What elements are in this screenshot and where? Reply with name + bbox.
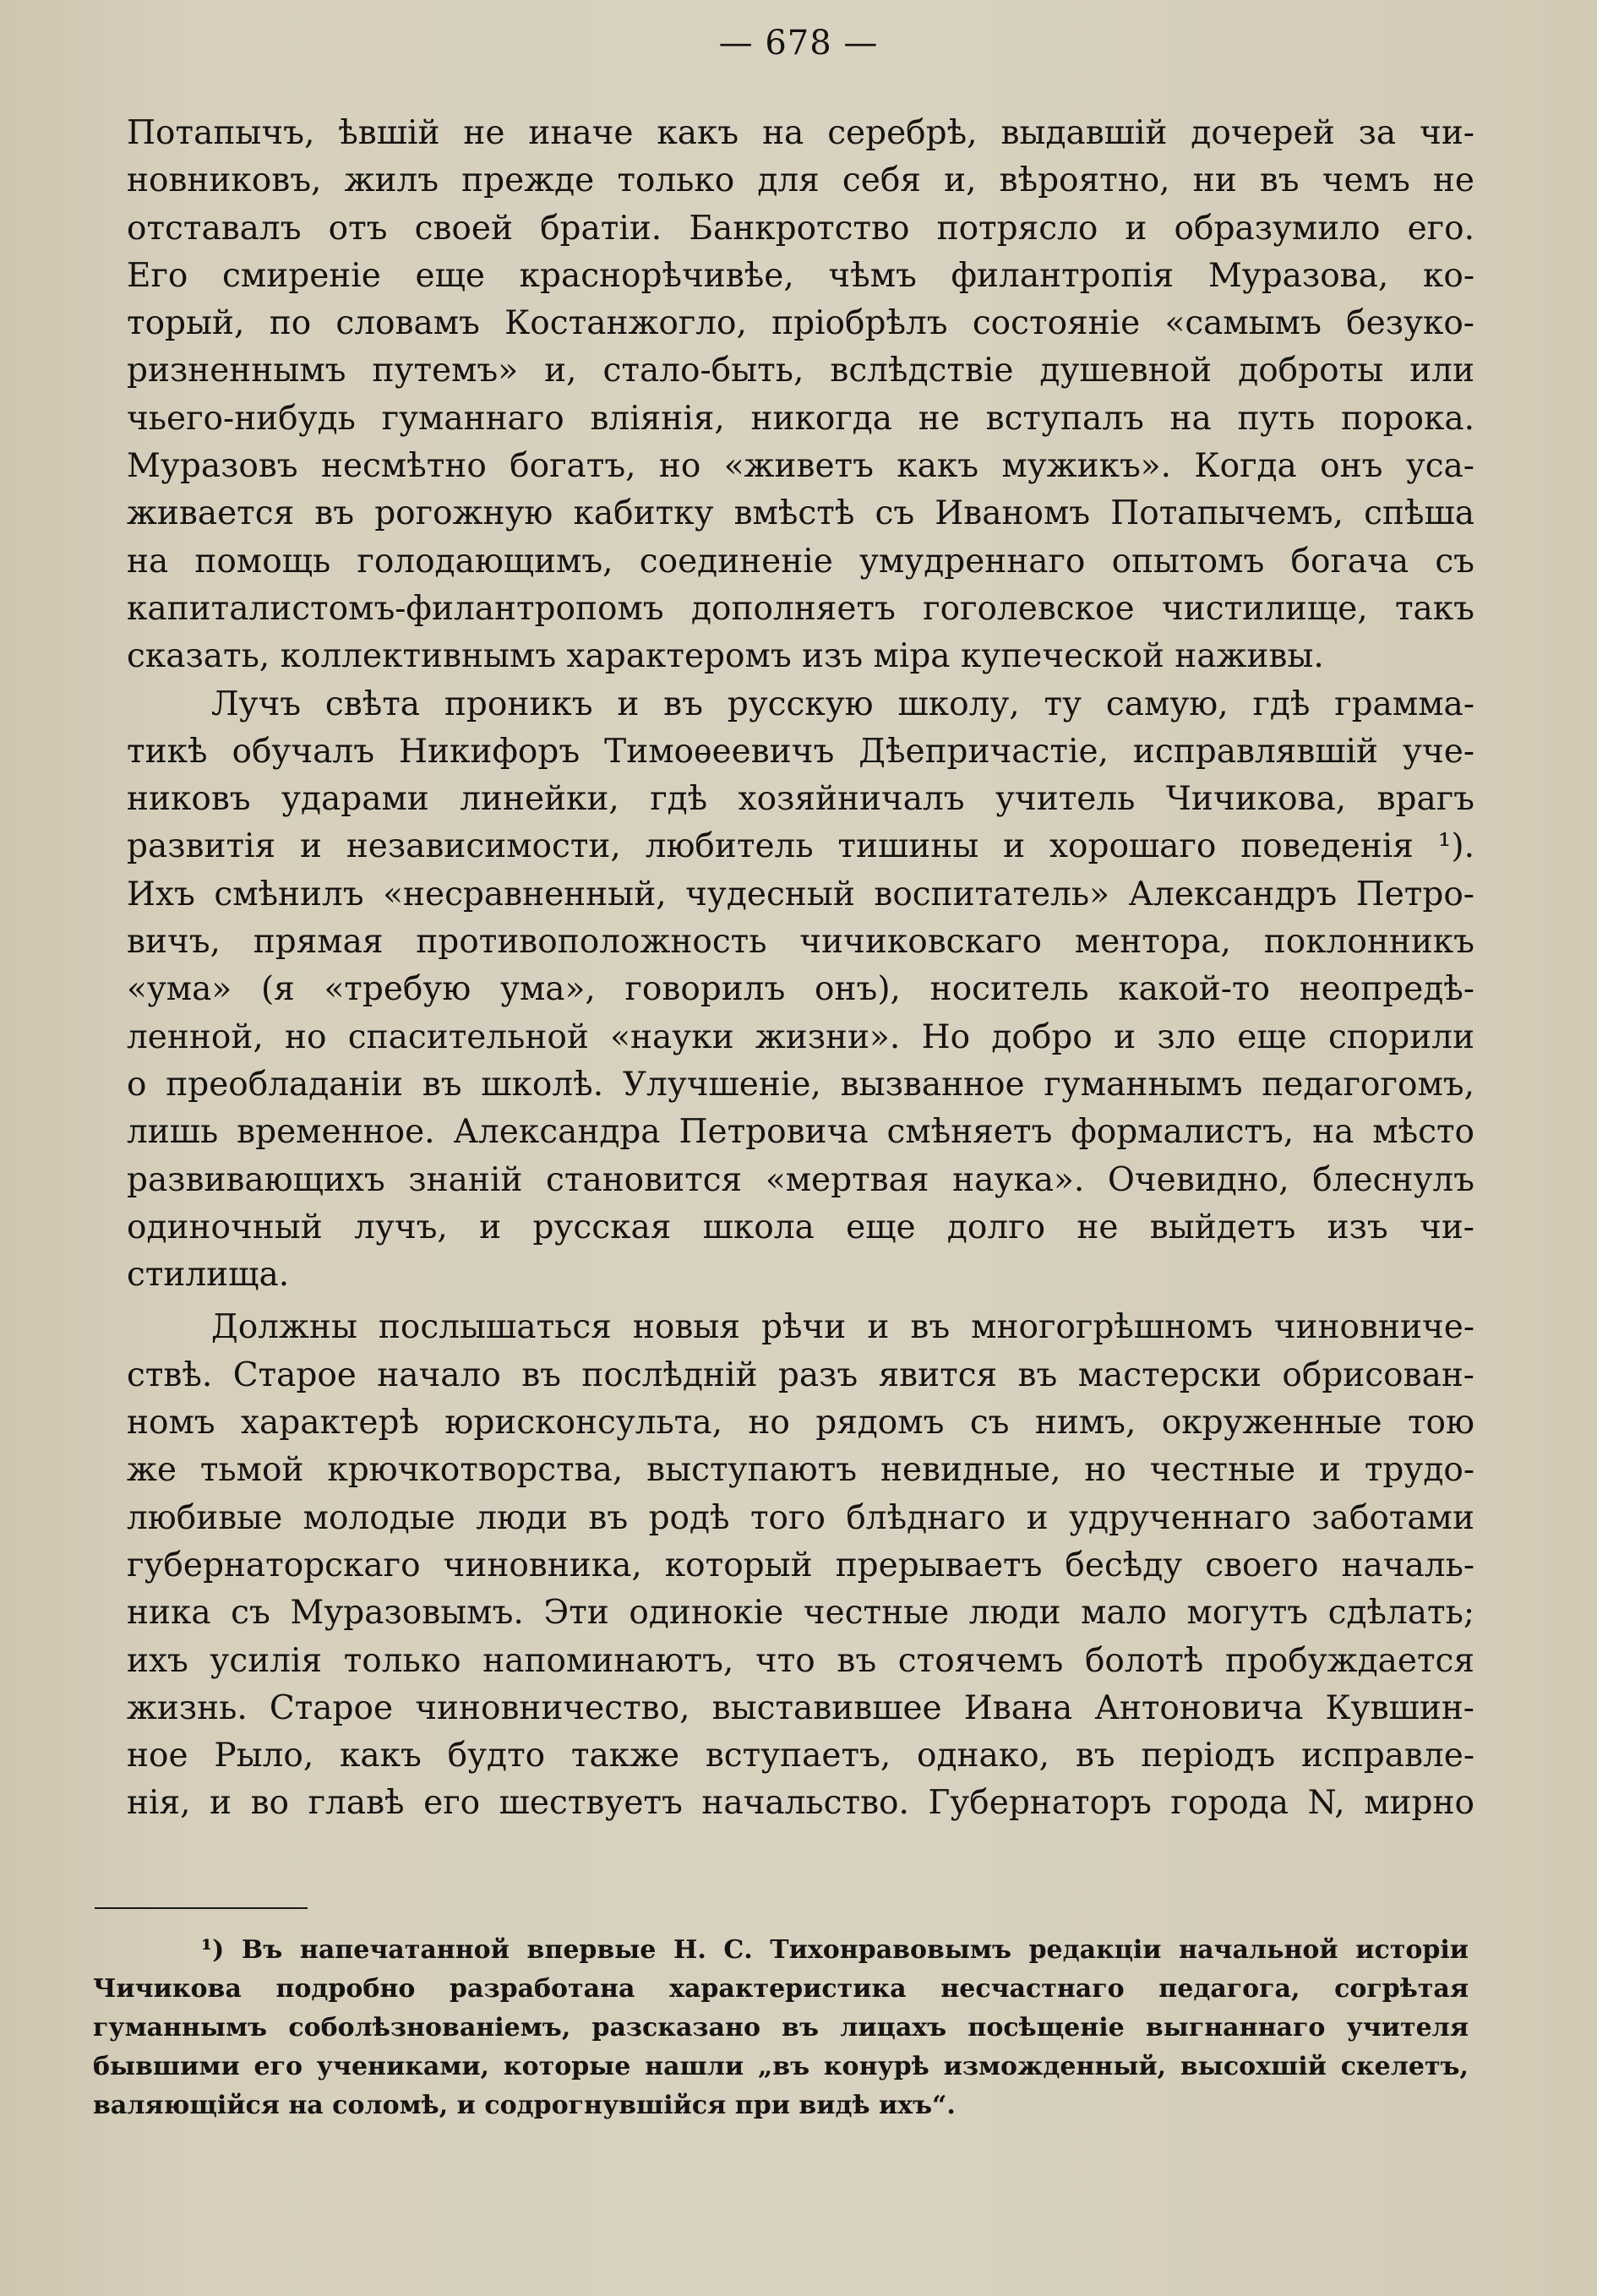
- text-line: живается въ рогожную кабитку вмѣстѣ съ Иваномъ Потапычемъ, спѣша: [127, 494, 1474, 533]
- footnote-line: Чичикова подробно разработана характеристика несчастнаго педагога, согрѣтая: [93, 1974, 1469, 2004]
- text-line: на помощь голодающимъ, соединеніе умудреннаго опытомъ богача съ: [127, 542, 1474, 581]
- text-line: Потапычъ, ѣвшій не иначе какъ на серебрѣ, выдавшій дочерей за чи-: [127, 114, 1474, 152]
- footnote-line: ¹) Въ напечатанной впервые Н. С. Тихонравовымъ редакціи начальной исторіи: [201, 1935, 1469, 1965]
- text-line: губернаторскаго чиновника, который прерываетъ бесѣду своего началь-: [127, 1546, 1474, 1584]
- text-line: Лучъ свѣта проникъ и въ русскую школу, ту самую, гдѣ грамма-: [211, 684, 1474, 723]
- page-number: — 678 —: [718, 24, 879, 63]
- text-line: отставалъ отъ своей братіи. Банкротство потрясло и образумило его.: [127, 209, 1474, 248]
- text-line: никовъ ударами линейки, гдѣ хозяйничалъ учитель Чичикова, врагъ: [127, 780, 1474, 819]
- text-line: тикѣ обучалъ Никифоръ Тимоѳеевичъ Дѣепричастіе, исправлявшій уче-: [127, 732, 1474, 771]
- text-line: «ума» (я «требую ума», говорилъ онъ), носитель какой-то неопредѣ-: [127, 970, 1474, 1009]
- text-line: Должны послышаться новыя рѣчи и въ многогрѣшномъ чиновниче-: [211, 1308, 1474, 1347]
- text-line: сказать, коллективнымъ характеромъ изъ міра купеческой наживы.: [127, 637, 1324, 676]
- text-line: о преобладаніи въ школѣ. Улучшеніе, вызванное гуманнымъ педагогомъ,: [127, 1065, 1474, 1104]
- text-line: чьего-нибудь гуманнаго вліянія, никогда не вступалъ на путь порока.: [127, 399, 1474, 438]
- footnote-line: гуманнымъ соболѣзнованіемъ, разсказано въ лицахъ посѣщеніе выгнаннаго учителя: [93, 2013, 1469, 2042]
- text-line: Его смиреніе еще краснорѣчивѣе, чѣмъ филантропія Муразова, ко-: [127, 256, 1474, 295]
- text-line: торый, по словамъ Костанжогло, пріобрѣлъ состояніе «самымъ безуко-: [127, 304, 1474, 343]
- text-line: вичъ, прямая противоположность чичиковскаго ментора, поклонникъ: [127, 923, 1474, 962]
- text-line: ризненнымъ путемъ» и, стало-быть, вслѣдствіе душевной доброты или: [127, 352, 1474, 390]
- text-line: капиталистомъ-филантропомъ дополняетъ гоголевское чистилище, такъ: [127, 589, 1474, 628]
- text-line: ленной, но спасительной «науки жизни». Но добро и зло еще спорили: [127, 1017, 1474, 1056]
- text-line: же тьмой крючкотворства, выступаютъ невидные, но честные и трудо-: [127, 1451, 1474, 1490]
- text-line: Муразовъ несмѣтно богатъ, но «живетъ какъ мужикъ». Когда онъ уса-: [127, 447, 1474, 486]
- footnote-divider: [95, 1907, 308, 1909]
- text-line: новниковъ, жилъ прежде только для себя и, вѣроятно, ни въ чемъ не: [127, 161, 1474, 200]
- text-line: развивающихъ знаній становится «мертвая наука». Очевидно, блеснулъ: [127, 1160, 1474, 1199]
- text-line: нія, и во главѣ его шествуетъ начальство. Губернаторъ города N, мирно: [127, 1784, 1474, 1823]
- main-text: [127, 110, 1474, 1828]
- text-line: ихъ усилія только напоминаютъ, что въ стоячемъ болотѣ пробуждается: [127, 1641, 1474, 1680]
- footnote-line: бывшими его учениками, которые нашли „въ конурѣ изможденный, высохшій скелетъ,: [93, 2052, 1469, 2081]
- text-line: ника съ Муразовымъ. Эти одинокіе честные люди мало могутъ сдѣлать;: [127, 1594, 1474, 1633]
- text-line: любивые молодые люди въ родѣ того блѣднаго и удрученнаго заботами: [127, 1498, 1474, 1537]
- text-line: стилища.: [127, 1256, 290, 1295]
- text-line: Ихъ смѣнилъ «несравненный, чудесный воспитатель» Александръ Петро-: [127, 875, 1474, 913]
- footnote: [93, 1931, 1469, 2125]
- text-line: ное Рыло, какъ будто также вступаетъ, однако, въ періодъ исправле-: [127, 1737, 1474, 1775]
- text-line: жизнь. Старое чиновничество, выставившее Ивана Антоновича Кувшин-: [127, 1688, 1474, 1727]
- text-line: лишь временное. Александра Петровича смѣняетъ формалистъ, на мѣсто: [127, 1113, 1474, 1152]
- text-line: одиночный лучъ, и русская школа еще долго не выйдетъ изъ чи-: [127, 1208, 1474, 1246]
- text-line: развитія и независимости, любитель тишины и хорошаго поведенія ¹).: [127, 827, 1474, 866]
- text-line: ствѣ. Старое начало въ послѣдній разъ явится въ мастерски обрисован-: [127, 1355, 1474, 1394]
- footnote-line: валяющійся на соломѣ, и содрогнувшійся при видѣ ихъ“.: [93, 2091, 956, 2120]
- text-line: номъ характерѣ юрисконсульта, но рядомъ съ нимъ, окруженные тою: [127, 1404, 1474, 1442]
